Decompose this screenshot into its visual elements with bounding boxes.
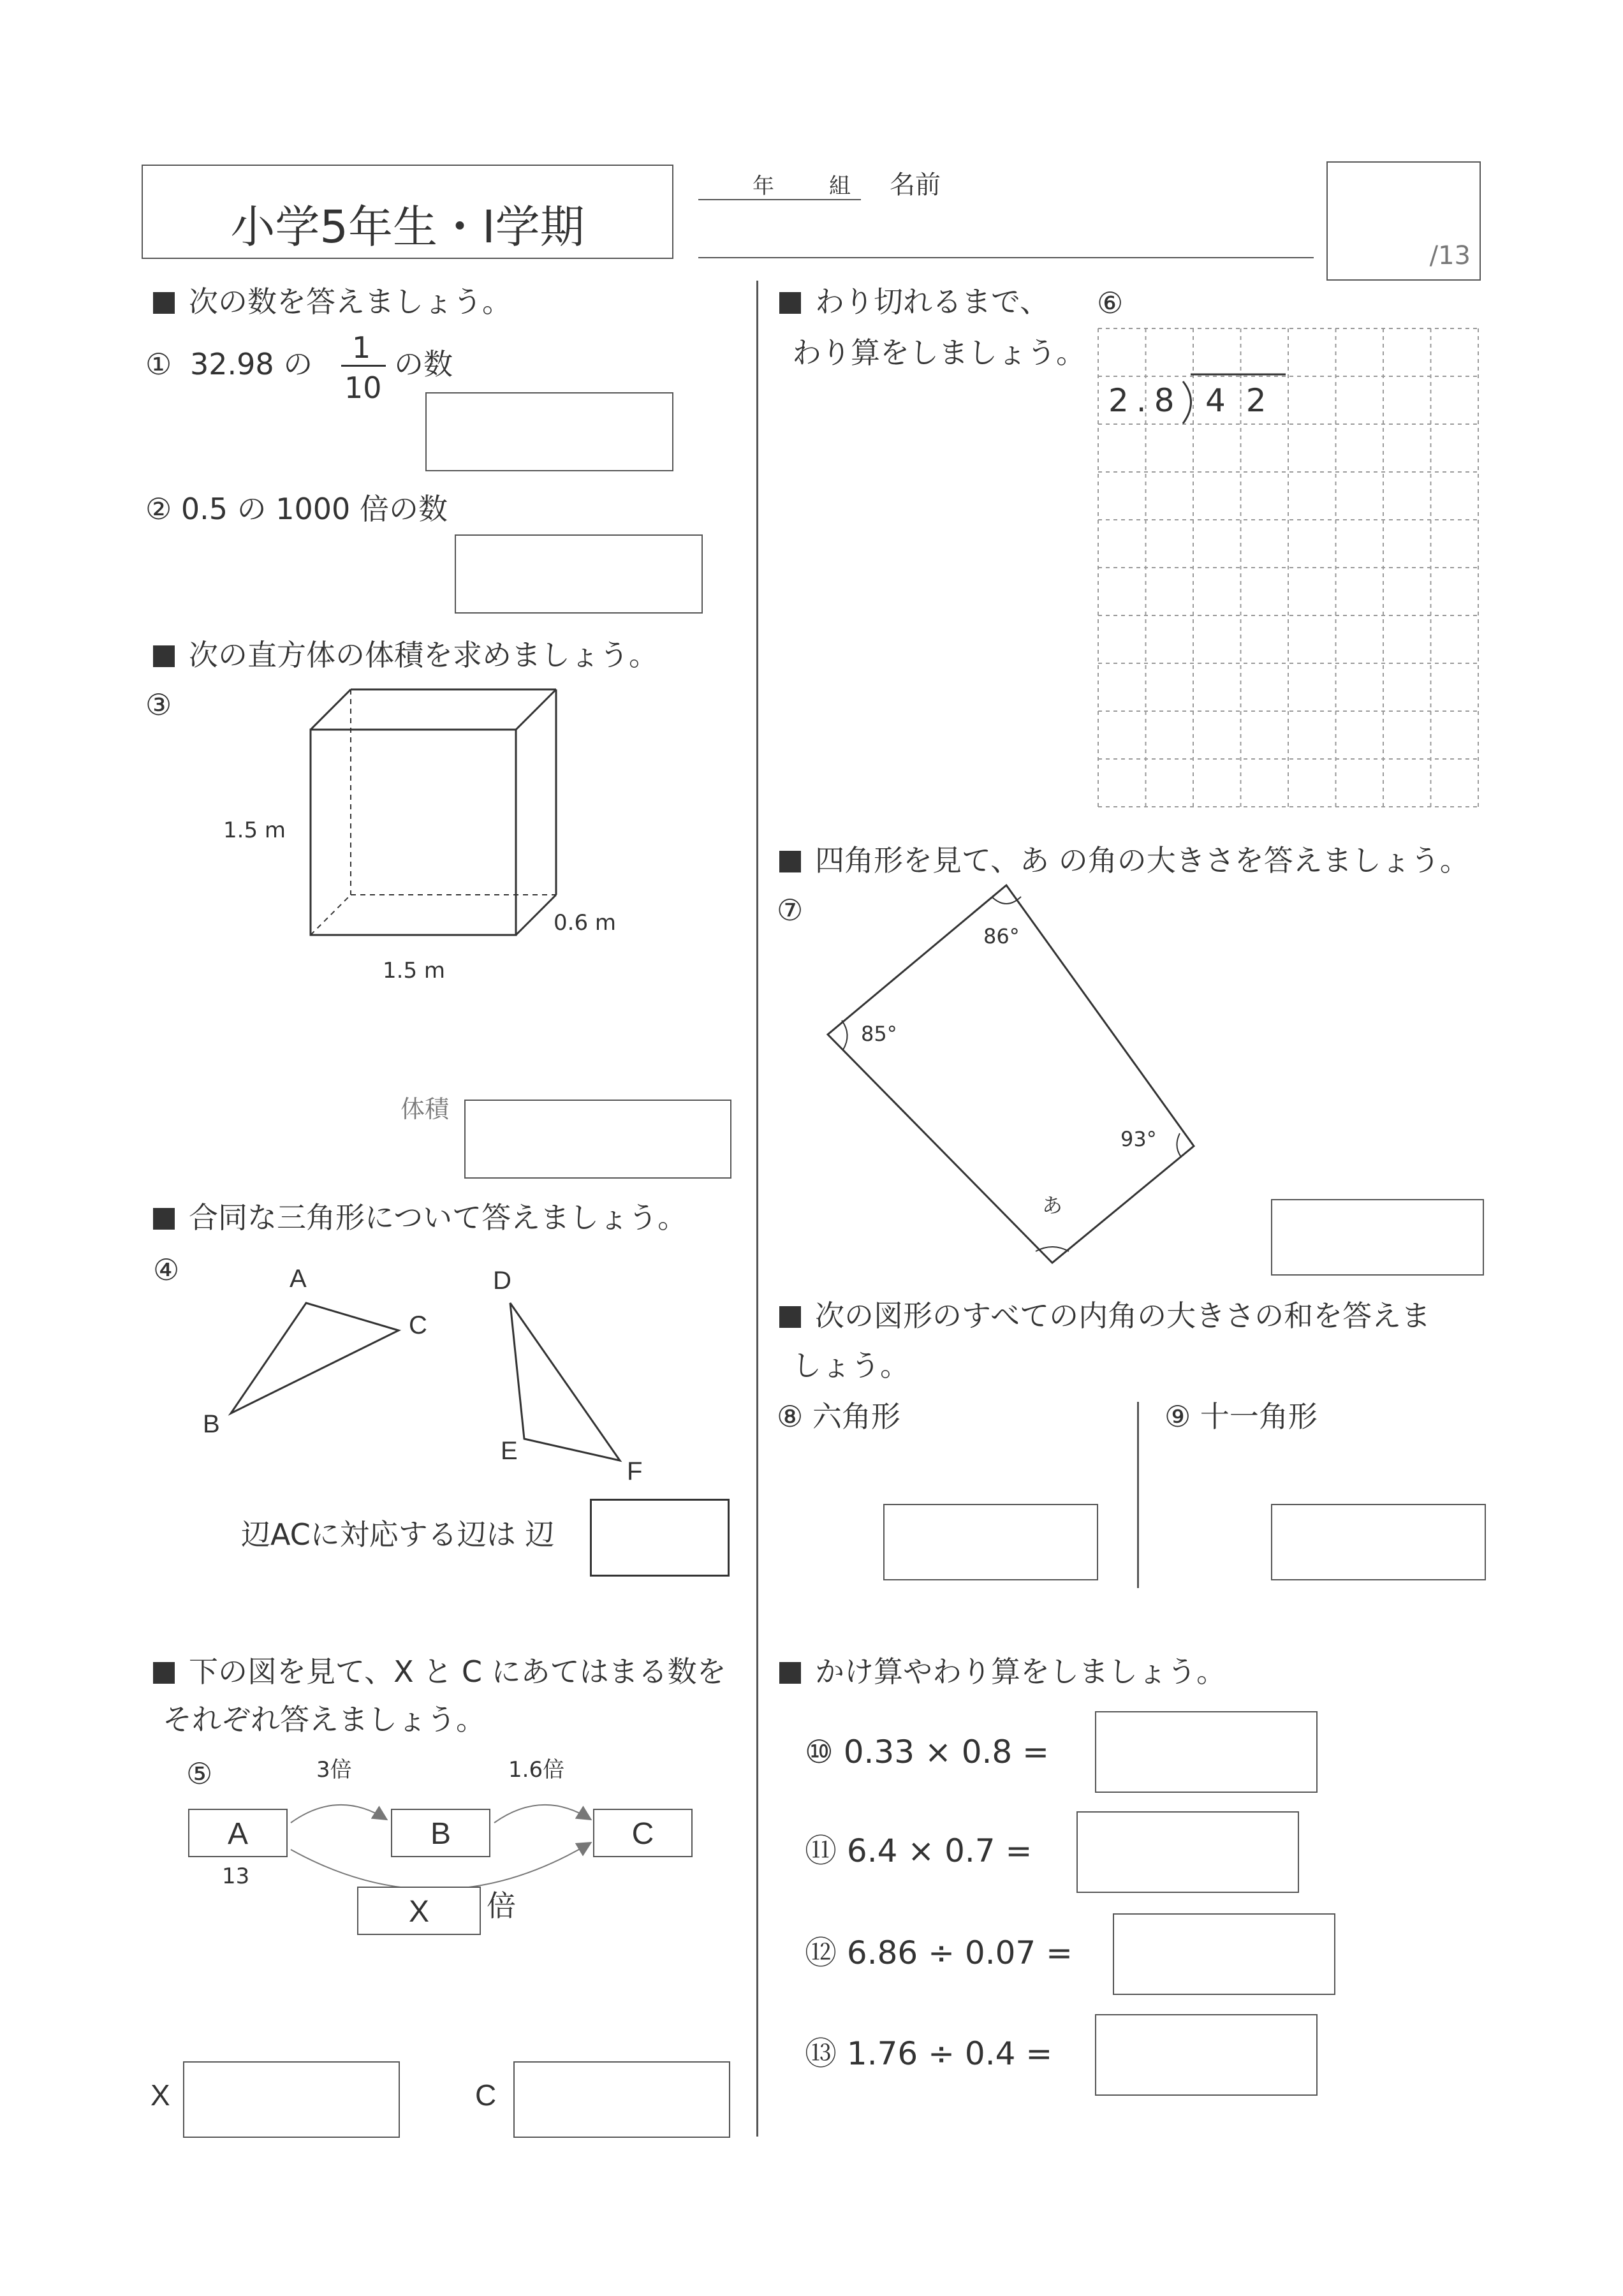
box-x: X xyxy=(357,1887,481,1935)
section-heading-congruent: 合同な三角形について答えましょう。 xyxy=(153,1203,687,1232)
volume-label: 体積 xyxy=(400,1095,450,1123)
vertex-d: D xyxy=(493,1267,511,1295)
q8-answer-box[interactable] xyxy=(883,1504,1098,1580)
vertex-b: B xyxy=(203,1410,220,1438)
q3-number: ③ xyxy=(145,688,172,722)
name-label: 名前 xyxy=(890,170,941,200)
square-bullet-icon xyxy=(779,1306,801,1328)
square-bullet-icon xyxy=(779,1662,801,1684)
angle-label-left: 85° xyxy=(861,1022,897,1046)
q11-answer-box[interactable] xyxy=(1076,1811,1299,1893)
q10-text: ⑩ 0.33 × 0.8 = xyxy=(805,1733,1050,1770)
q4-number: ④ xyxy=(153,1253,180,1287)
angle-arc-right xyxy=(1177,1133,1181,1157)
cuboid-width-label: 1.5 m xyxy=(383,958,445,983)
q6-number: ⑥ xyxy=(1097,286,1124,320)
angle-arc-left xyxy=(842,1020,848,1050)
section-heading-division: わり切れるまで、 xyxy=(779,287,1049,316)
arrow1-label: 3倍 xyxy=(316,1757,352,1783)
arrow2-label: 1.6倍 xyxy=(508,1757,565,1783)
q13-text: ⑬ 1.76 ÷ 0.4 = xyxy=(805,2035,1053,2072)
q7-number: ⑦ xyxy=(777,893,804,927)
q9-answer-box[interactable] xyxy=(1271,1504,1486,1580)
q12-answer-box[interactable] xyxy=(1113,1913,1335,1995)
q1-number: ① xyxy=(145,347,172,381)
dividend: 4 2 xyxy=(1205,382,1272,419)
q12-text: ⑫ 6.86 ÷ 0.07 = xyxy=(805,1934,1073,1971)
score-total: /13 xyxy=(1429,241,1471,270)
angle-label-top: 86° xyxy=(983,924,1020,948)
section-heading-ratio-line2: それぞれ答えましょう。 xyxy=(163,1702,485,1737)
section-heading-quadrilateral: 四角形を見て、あ の角の大きさを答えましょう。 xyxy=(779,846,1469,875)
angle-label-bottom: あ xyxy=(1042,1193,1063,1218)
q1-fraction-denominator: 10 xyxy=(344,371,382,405)
nen-label: 年 xyxy=(753,173,774,199)
q11-text: ⑪ 6.4 × 0.7 = xyxy=(805,1832,1032,1869)
section-heading-calculation: かけ算やわり算をしましょう。 xyxy=(779,1657,1226,1686)
angle-arc-top xyxy=(992,897,1021,904)
section-heading-polygon-angles-line2: しょう。 xyxy=(792,1348,909,1383)
q2-text: ② 0.5 の 1000 倍の数 xyxy=(145,492,448,526)
section-heading-numbers: 次の数を答えましょう。 xyxy=(153,287,511,316)
box-b: B xyxy=(391,1809,490,1857)
answer-c-label: C xyxy=(475,2079,497,2112)
page-title: 小学5年生・Ⅰ学期 xyxy=(230,201,585,253)
section-heading-ratio: 下の図を見て、X と C にあてはまる数を xyxy=(153,1657,726,1686)
section-heading-volume: 次の直方体の体積を求めましょう。 xyxy=(153,640,658,670)
q4-text: 辺ACに対応する辺は 辺 xyxy=(241,1517,555,1552)
value-a: 13 xyxy=(222,1864,250,1889)
kumi-label: 組 xyxy=(829,173,851,199)
divisor: 2.8 xyxy=(1108,382,1182,419)
box-a: A xyxy=(188,1809,288,1857)
q5-number: ⑤ xyxy=(186,1756,213,1791)
q1-text: 32.98 の xyxy=(190,347,313,381)
q9-text: ⑨ 十一角形 xyxy=(1164,1399,1318,1434)
answer-x-label: X xyxy=(151,2079,170,2112)
q8-text: ⑧ 六角形 xyxy=(777,1399,900,1434)
angle-label-right: 93° xyxy=(1120,1127,1157,1151)
q10-answer-box[interactable] xyxy=(1095,1711,1318,1793)
cuboid-height-label: 1.5 m xyxy=(223,818,286,843)
q1-suffix: の数 xyxy=(394,347,453,381)
q8-q9-divider xyxy=(1137,1402,1139,1588)
q7-answer-box[interactable] xyxy=(1271,1199,1484,1276)
cuboid-depth-label: 0.6 m xyxy=(554,910,616,936)
q13-answer-box[interactable] xyxy=(1095,2014,1318,2096)
section-heading-polygon-angles: 次の図形のすべての内角の大きさの和を答えま xyxy=(779,1301,1430,1330)
vertex-c: C xyxy=(409,1311,427,1339)
q1-fraction-numerator: 1 xyxy=(352,330,371,365)
vertex-e: E xyxy=(501,1437,518,1465)
box-c: C xyxy=(593,1809,693,1857)
bai-label: 倍 xyxy=(487,1888,516,1923)
vertex-a: A xyxy=(290,1265,307,1293)
vertex-f: F xyxy=(627,1457,643,1485)
section-heading-division-line2: わり算をしましょう。 xyxy=(792,335,1085,370)
